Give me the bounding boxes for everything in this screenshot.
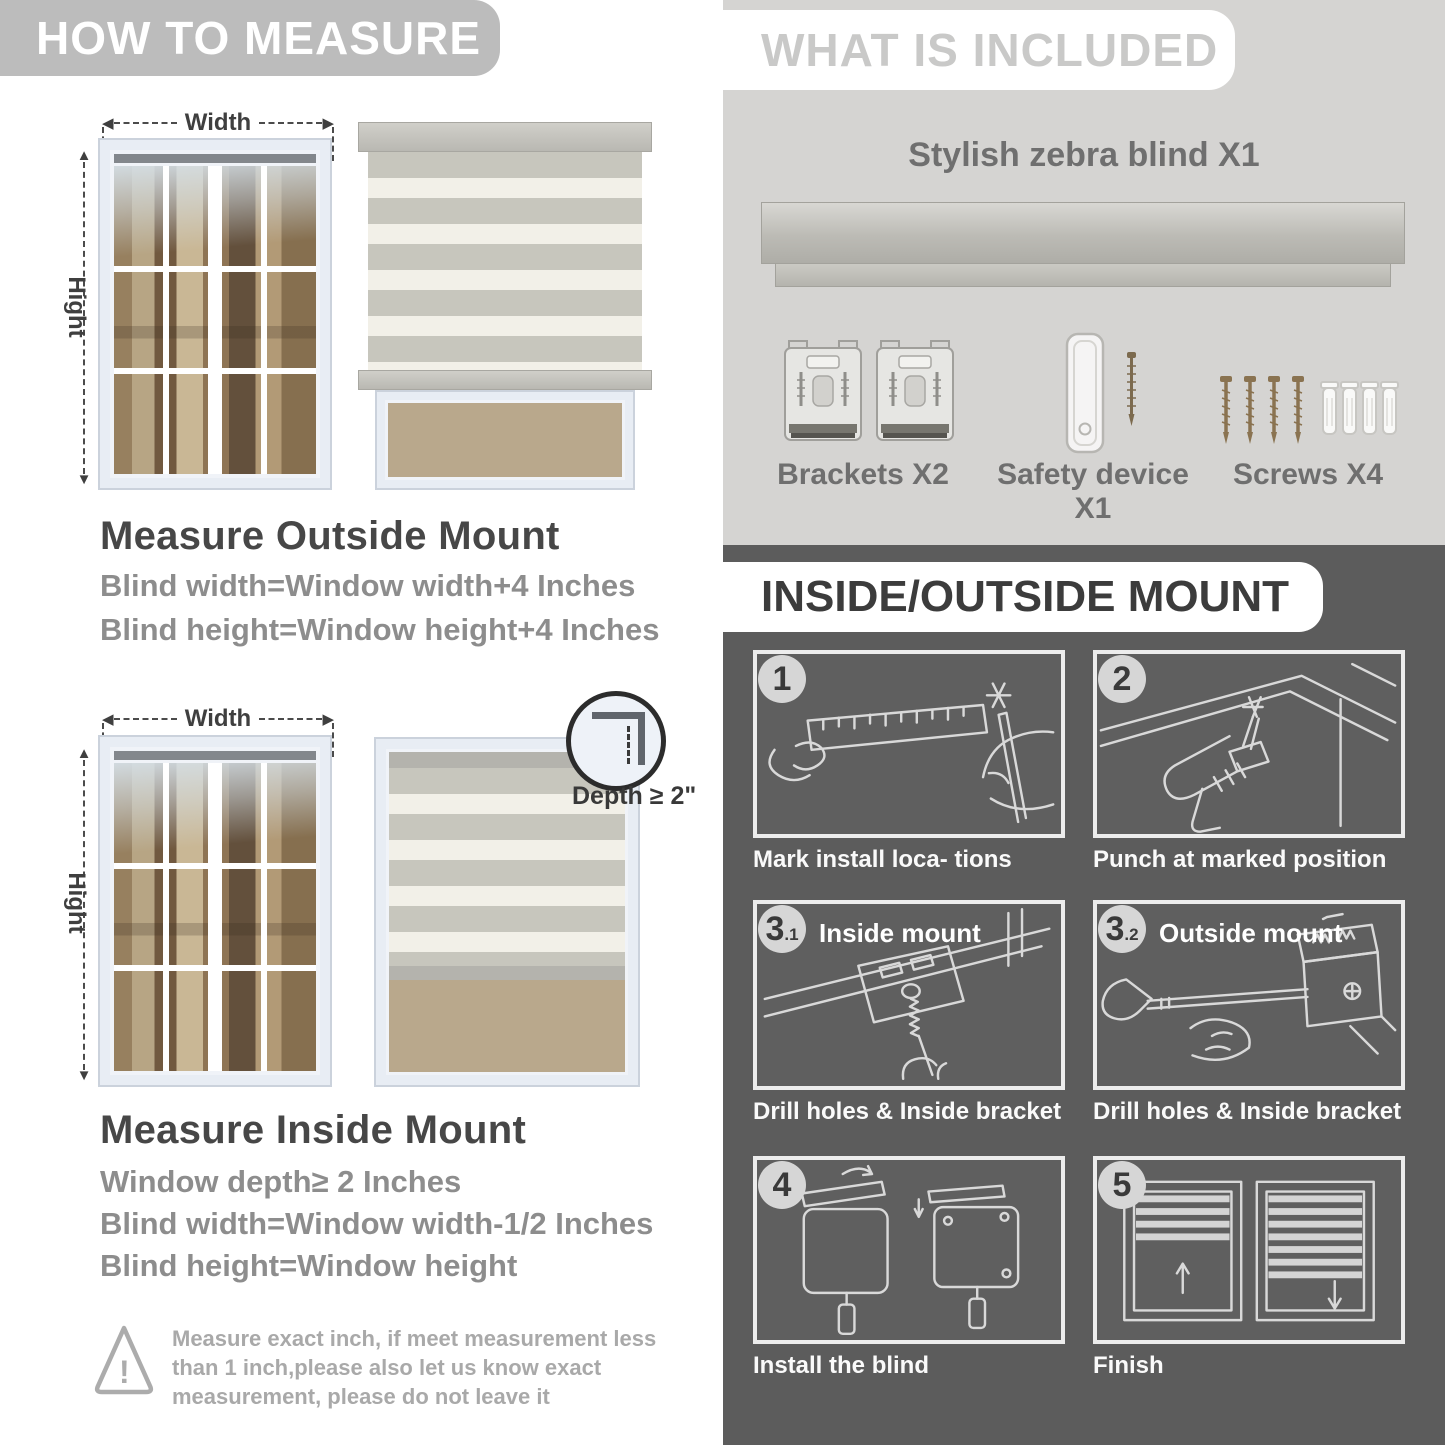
step5-panel xyxy=(1093,1156,1405,1344)
dashed-line xyxy=(114,718,177,720)
zebra-blind-outside xyxy=(358,122,652,490)
blind-bottom-rail xyxy=(358,370,652,390)
step3-1-badge: 3 .1 xyxy=(758,905,806,953)
window-glass xyxy=(114,166,316,474)
dimension-tick xyxy=(332,723,334,757)
brackets-image xyxy=(781,336,957,454)
width-label: Width xyxy=(184,109,252,136)
window-photo-outside xyxy=(98,138,332,490)
window-glass xyxy=(114,763,316,1071)
step3-1-panel xyxy=(753,900,1065,1090)
screws-label: Screws X4 xyxy=(1232,458,1384,491)
dashed-line xyxy=(114,122,177,124)
arrow-down-icon: ▼ xyxy=(76,471,92,488)
step3-2-panel xyxy=(1093,900,1405,1090)
step3-2-caption: Drill holes & Inside bracket xyxy=(1093,1098,1402,1125)
step1-panel xyxy=(753,650,1065,838)
outside-mount-title: Measure Outside Mount xyxy=(100,514,560,558)
dashed-line xyxy=(259,718,322,720)
width-dimension-outside xyxy=(102,109,335,136)
arrow-right-icon: ▶ xyxy=(322,114,335,132)
how-to-measure-header: HOW TO MEASURE xyxy=(0,0,500,76)
arrow-up-icon: ▲ xyxy=(76,147,92,164)
inside-mount-title: Measure Inside Mount xyxy=(100,1108,527,1152)
step5-caption: Finish xyxy=(1093,1352,1164,1379)
headrail-lip xyxy=(775,264,1391,287)
blind-bottom-rail xyxy=(389,966,625,980)
arrow-left-icon: ◀ xyxy=(102,710,114,728)
window-under-blind xyxy=(375,390,635,490)
exclamation-mark: ! xyxy=(119,1354,130,1390)
height-label: Hight xyxy=(63,872,90,934)
blind-headrail xyxy=(358,122,652,152)
dashed-line xyxy=(259,122,322,124)
step3-2-badge: 3 .2 xyxy=(1098,905,1146,953)
step4-caption: Install the blind xyxy=(753,1352,930,1379)
step5-badge: 5 xyxy=(1098,1161,1146,1209)
outside-mount-line1: Blind width=Window width+4 Inches xyxy=(100,568,636,603)
inside-mount-line1: Window depth≥ 2 Inches xyxy=(100,1164,462,1199)
mount-instructions-section xyxy=(723,545,1445,1445)
window-photo-inside xyxy=(98,735,332,1087)
outside-mount-line2: Blind height=Window height+4 Inches xyxy=(100,612,660,647)
depth-dashed-line xyxy=(603,726,630,764)
zebra-blind-item-label: Stylish zebra blind X1 xyxy=(908,136,1260,174)
window-top-rail xyxy=(114,154,316,163)
step2-badge: 2 xyxy=(1098,655,1146,703)
arrow-up-icon: ▲ xyxy=(76,745,92,762)
warning-text: Measure exact inch, if meet measurement less than 1 inch,please also let us know exact measurement, please do not leave it xyxy=(172,1326,657,1410)
window-glass xyxy=(389,980,625,1072)
safety-device-image xyxy=(1043,330,1163,460)
depth-label: Depth ≥ 2" xyxy=(572,782,697,810)
arrow-right-icon: ▶ xyxy=(322,710,335,728)
step3-1-title: Inside mount xyxy=(819,918,981,948)
step4-panel xyxy=(753,1156,1065,1344)
dimension-tick xyxy=(332,127,334,161)
step1-badge: 1 xyxy=(758,655,806,703)
width-label: Width xyxy=(184,705,252,732)
height-label: Hight xyxy=(63,276,90,338)
window-glass xyxy=(388,403,622,477)
step1-caption: Mark install loca- tions xyxy=(753,846,1012,873)
what-is-included-section xyxy=(723,0,1445,545)
inside-mount-line3: Blind height=Window height xyxy=(100,1248,518,1283)
mount-header: INSIDE/OUTSIDE MOUNT xyxy=(723,562,1323,632)
step2-caption: Punch at marked position xyxy=(1093,846,1387,873)
arrow-left-icon: ◀ xyxy=(102,114,114,132)
blind-stripes xyxy=(368,152,642,370)
step3-2-title: Outside mount xyxy=(1159,918,1343,948)
brackets-label: Brackets X2 xyxy=(777,458,949,491)
safety-device-label: Safety device X1 xyxy=(997,458,1189,525)
headrail-image xyxy=(761,202,1405,264)
step3-1-caption: Drill holes & Inside bracket xyxy=(753,1098,1062,1125)
depth-magnifier-icon xyxy=(566,691,666,791)
warning-triangle-icon xyxy=(92,1320,156,1398)
arrow-down-icon: ▼ xyxy=(76,1067,92,1084)
screws-image xyxy=(1215,372,1401,458)
step4-badge: 4 xyxy=(758,1161,806,1209)
width-dimension-inside xyxy=(102,705,335,732)
inside-mount-line2: Blind width=Window width-1/2 Inches xyxy=(100,1206,654,1241)
step2-panel xyxy=(1093,650,1405,838)
what-is-included-header: WHAT IS INCLUDED xyxy=(723,10,1235,90)
window-top-rail xyxy=(114,751,316,760)
